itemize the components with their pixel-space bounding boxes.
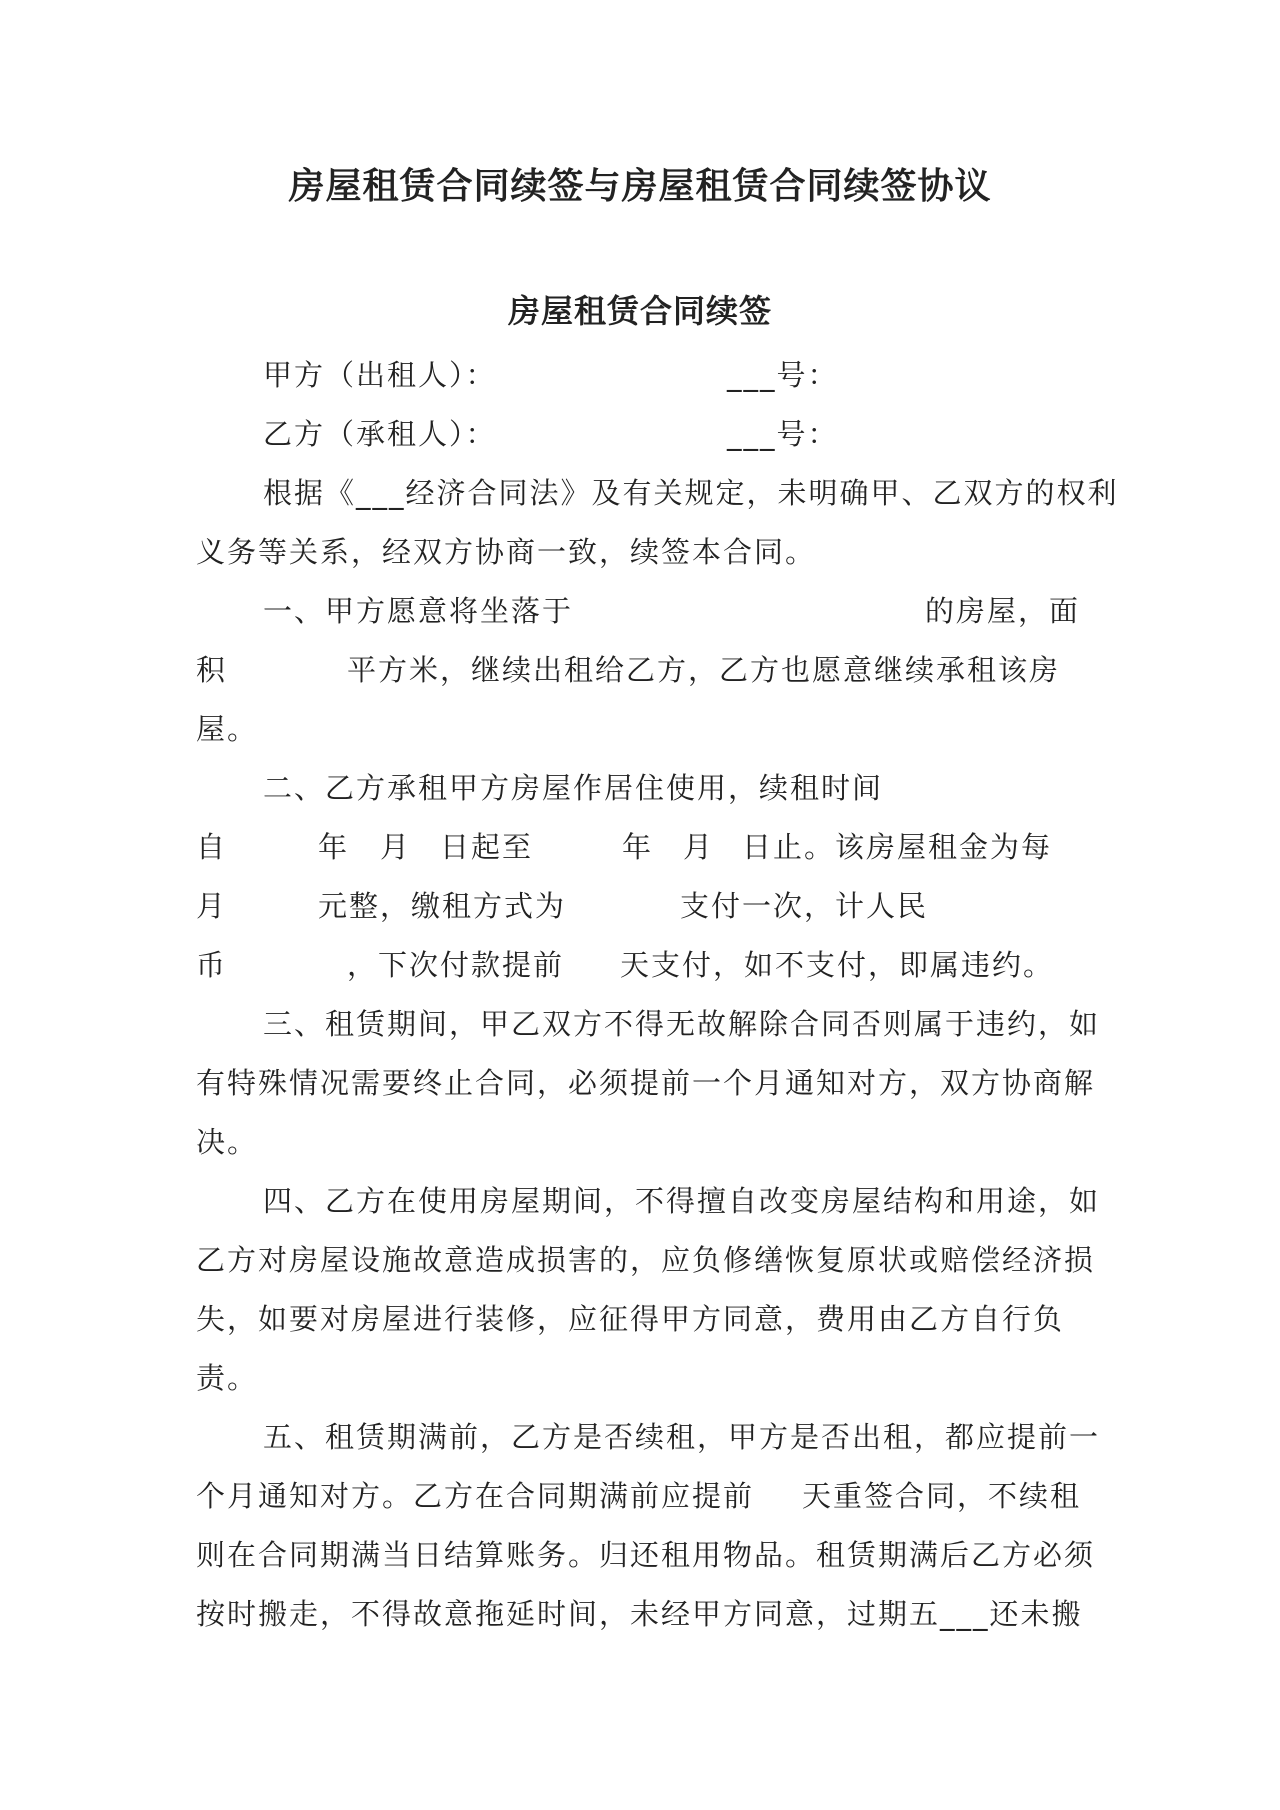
- paragraph-line: 日止。该房屋租金为每: [742, 830, 1053, 864]
- paragraph-line: 责。: [196, 1361, 259, 1395]
- paragraph-line: 五、租赁期满前，乙方是否续租，甲方是否出租，都应提前一: [263, 1420, 1101, 1454]
- paragraph-line: 屋。: [196, 712, 259, 746]
- paragraph-line: 按时搬走，不得故意拖延时间，未经甲方同意，过期五___还未搬: [196, 1597, 1083, 1631]
- party-b-label: 乙方（承租人）：: [263, 417, 497, 451]
- paragraph-line: 乙方对房屋设施故意造成损害的，应负修缮恢复原状或赔偿经济损: [196, 1243, 1096, 1277]
- paragraph-line: 天重签合同，不续租: [802, 1479, 1082, 1513]
- paragraph-line: 自: [196, 830, 228, 864]
- paragraph-line: 则在合同期满当日结算账务。归还租用物品。租赁期满后乙方必须: [196, 1538, 1096, 1572]
- paragraph-line: 月: [683, 830, 715, 864]
- document-title: 房屋租赁合同续签与房屋租赁合同续签协议: [288, 166, 992, 207]
- party-b-number: ___号：: [727, 417, 839, 451]
- paragraph-line: 币: [196, 948, 228, 982]
- paragraph-line: 的房屋，面: [925, 594, 1081, 628]
- paragraph-line: 月: [380, 830, 412, 864]
- paragraph-line: 元整，缴租方式为: [318, 889, 567, 923]
- paragraph-line: ，下次付款提前: [347, 948, 565, 982]
- section-title: 房屋租赁合同续签: [507, 292, 772, 330]
- paragraph-line: 根据《___经济合同法》及有关规定，未明确甲、乙双方的权利: [263, 476, 1119, 510]
- paragraph-line: 二、乙方承租甲方房屋作居住使用，续租时间: [263, 771, 884, 805]
- paragraph-line: 四、乙方在使用房屋期间，不得擅自改变房屋结构和用途，如: [263, 1184, 1101, 1218]
- paragraph-line: 年: [318, 830, 350, 864]
- paragraph-line: 日起至: [440, 830, 534, 864]
- party-a-label: 甲方（出租人）：: [263, 358, 497, 392]
- paragraph-line: 支付一次，计人民: [680, 889, 929, 923]
- paragraph-line: 决。: [196, 1125, 259, 1159]
- paragraph-line: 平方米，继续出租给乙方，乙方也愿意继续承租该房: [347, 653, 1061, 687]
- paragraph-line: 有特殊情况需要终止合同，必须提前一个月通知对方，双方协商解: [196, 1066, 1096, 1100]
- paragraph-line: 年: [622, 830, 654, 864]
- paragraph-line: 月: [196, 889, 228, 923]
- paragraph-line: 失，如要对房屋进行装修，应征得甲方同意，费用由乙方自行负: [196, 1302, 1065, 1336]
- paragraph-line: 三、租赁期间，甲乙双方不得无故解除合同否则属于违约，如: [263, 1007, 1101, 1041]
- party-a-number: ___号：: [727, 358, 839, 392]
- paragraph-line: 积: [196, 653, 228, 687]
- paragraph-line: 一、甲方愿意将坐落于: [263, 594, 574, 628]
- paragraph-line: 个月通知对方。乙方在合同期满前应提前: [196, 1479, 755, 1513]
- paragraph-line: 天支付，如不支付，即属违约。: [620, 948, 1055, 982]
- paragraph-line: 义务等关系，经双方协商一致，续签本合同。: [196, 535, 817, 569]
